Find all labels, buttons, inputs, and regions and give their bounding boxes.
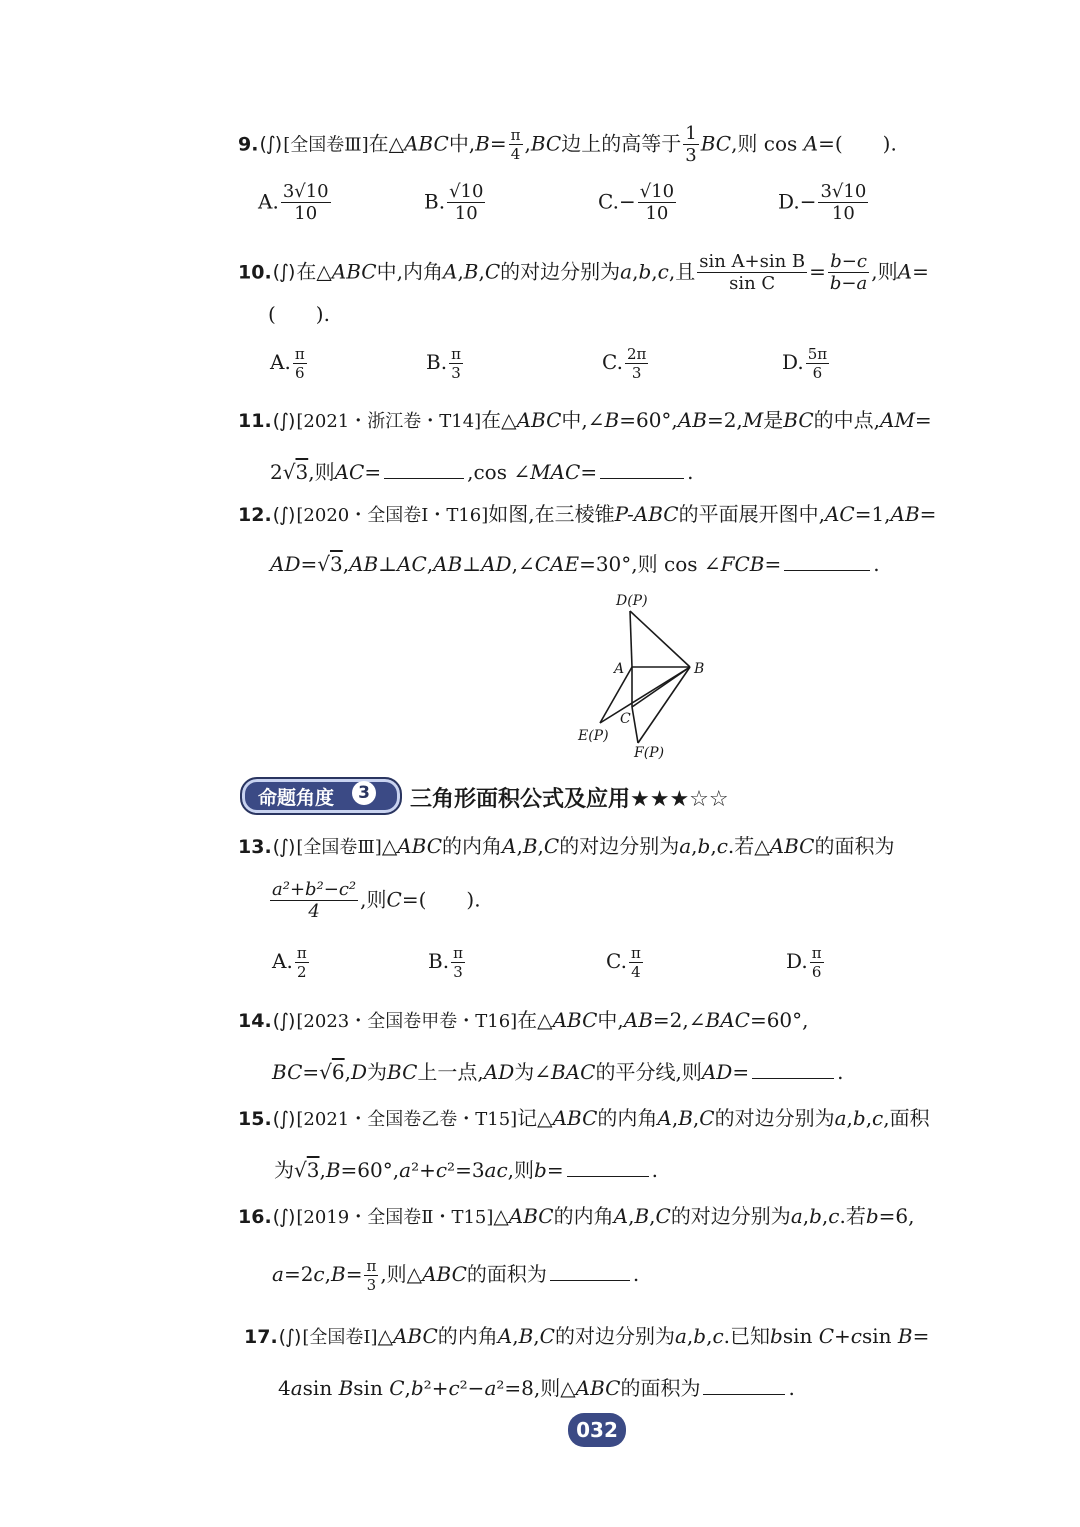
fraction: $\frac{1}{3}$: [685, 123, 697, 167]
q13-stem-line2: $\frac{\text{a²+b²−c²}}{4}$ ,则C=( ).: [272, 879, 481, 923]
answer-blank[interactable]: [703, 1376, 785, 1395]
q12-stem-line2: AD=√3,AB⊥AC,AB⊥AD,∠CAE=30°,则 cos ∠FCB= .: [270, 552, 880, 576]
q9-option-b: B. $\frac{√10}{10}$: [424, 181, 484, 225]
q10-stem: 10.(∫) 在△ABC中,内角A,B,C的对边分别为a,b,c,且 $\frac{\text{sin A+sin B}}{\text{sin C}}$ = $\frac{b-c}{b-a}$ ,则A=: [238, 251, 929, 295]
q13-option-a: A. $\frac{\pi}{2}$: [272, 944, 307, 982]
q10-option-d: D. $\frac{5\pi}{6}$: [782, 345, 828, 383]
figure-label-d: D(P): [616, 593, 648, 609]
integral-mark-icon: (∫): [272, 1108, 295, 1130]
q10-option-c: C. $\frac{2\pi}{3}$: [602, 345, 647, 383]
q10-option-b: B. $\frac{\pi}{3}$: [426, 345, 461, 383]
q16-stem: 16.(∫) [2019・全国卷Ⅱ・T15]△ABC的内角A,B,C的对边分别为a,b,c.若b=6,: [238, 1204, 915, 1228]
integral-mark-icon: (∫): [278, 1326, 301, 1348]
integral-mark-icon: (∫): [272, 261, 295, 284]
answer-blank[interactable]: [600, 460, 684, 479]
answer-blank[interactable]: [550, 1262, 630, 1281]
answer-blank[interactable]: [384, 460, 464, 479]
q13-option-c: C. $\frac{\pi}{4}$: [606, 944, 641, 982]
q14-stem-line2: BC=√6,D为BC上一点,AD为∠BAC的平分线,则AD= .: [272, 1060, 844, 1084]
integral-mark-icon: (∫): [272, 1010, 295, 1032]
q15-stem: 15.(∫) [2021・全国卷乙卷・T15]记△ABC的内角A,B,C的对边分别为a,b,c,面积: [238, 1106, 930, 1130]
section-title: 三角形面积公式及应用★★★☆☆: [410, 787, 729, 812]
integral-mark-icon: (∫): [272, 836, 295, 858]
figure-label-c: C: [620, 711, 631, 727]
q11-stem: 11.(∫) [2021・浙江卷・T14]在△ABC中,∠B=60°,AB=2,M是BC的中点,AM=: [238, 408, 932, 432]
q17-stem-line2: 4asin Bsin C,b²+c²−a²=8,则△ABC的面积为 .: [278, 1376, 795, 1400]
figure-label-e: E(P): [578, 728, 609, 744]
q10-option-a: A. $\frac{\pi}{6}$: [270, 345, 305, 383]
q13-option-b: B. $\frac{\pi}{3}$: [428, 944, 463, 982]
q9-stem: 9.(∫) [全国卷Ⅲ]在△ABC中,B= $\frac{\pi}{4}$ ,BC边上的高等于 $\frac{1}{3}$ BC,则 cos A=( ).: [238, 123, 897, 167]
q16-stem-line2: a=2c,B= $\frac{\pi}{3}$ ,则△ABC的面积为 .: [272, 1257, 640, 1295]
answer-blank[interactable]: [567, 1158, 649, 1177]
q12-figure: [560, 585, 760, 765]
q15-stem-line2: 为√3,B=60°,a²+c²=3ac,则b= .: [274, 1158, 658, 1182]
integral-mark-icon: (∫): [272, 410, 295, 432]
q17-stem: 17.(∫) [全国卷Ⅰ]△ABC的内角A,B,C的对边分别为a,b,c.已知bsin C+csin B=: [244, 1324, 930, 1348]
section-badge-label: 命题角度: [258, 787, 335, 809]
q9-option-a: A. $\frac{3√10}{10}$: [258, 181, 329, 225]
fraction: $\frac{\pi}{4}$: [510, 126, 521, 164]
integral-mark-icon: (∫): [272, 1206, 295, 1228]
q14-stem: 14.(∫) [2023・全国卷甲卷・T16]在△ABC中,AB=2,∠BAC=60°,: [238, 1008, 809, 1032]
q9-option-c: C.− $\frac{√10}{10}$: [598, 181, 675, 225]
figure-label-f: F(P): [634, 745, 665, 761]
answer-blank[interactable]: [752, 1060, 834, 1079]
figure-label-a: A: [614, 661, 625, 677]
page-number: 032: [568, 1413, 626, 1447]
integral-mark-icon: (∫): [272, 504, 295, 526]
q11-stem-line2: 2√3,则AC= ,cos ∠MAC= .: [270, 460, 694, 484]
q13-option-d: D. $\frac{\pi}{6}$: [786, 944, 822, 982]
figure-label-b: B: [694, 661, 705, 677]
q9-option-d: D.− $\frac{3√10}{10}$: [778, 181, 867, 225]
integral-mark-icon: (∫): [259, 133, 282, 156]
q12-stem: 12.(∫) [2020・全国卷Ⅰ・T16]如图,在三棱锥P-ABC的平面展开图中,AC=1,AB=: [238, 502, 937, 526]
q10-stem-line2: ( ).: [268, 302, 330, 326]
section-badge-number: 3: [352, 781, 376, 805]
q13-stem: 13.(∫) [全国卷Ⅲ]△ABC的内角A,B,C的对边分别为a,b,c.若△ABC的面积为: [238, 834, 895, 858]
answer-blank[interactable]: [784, 552, 870, 571]
